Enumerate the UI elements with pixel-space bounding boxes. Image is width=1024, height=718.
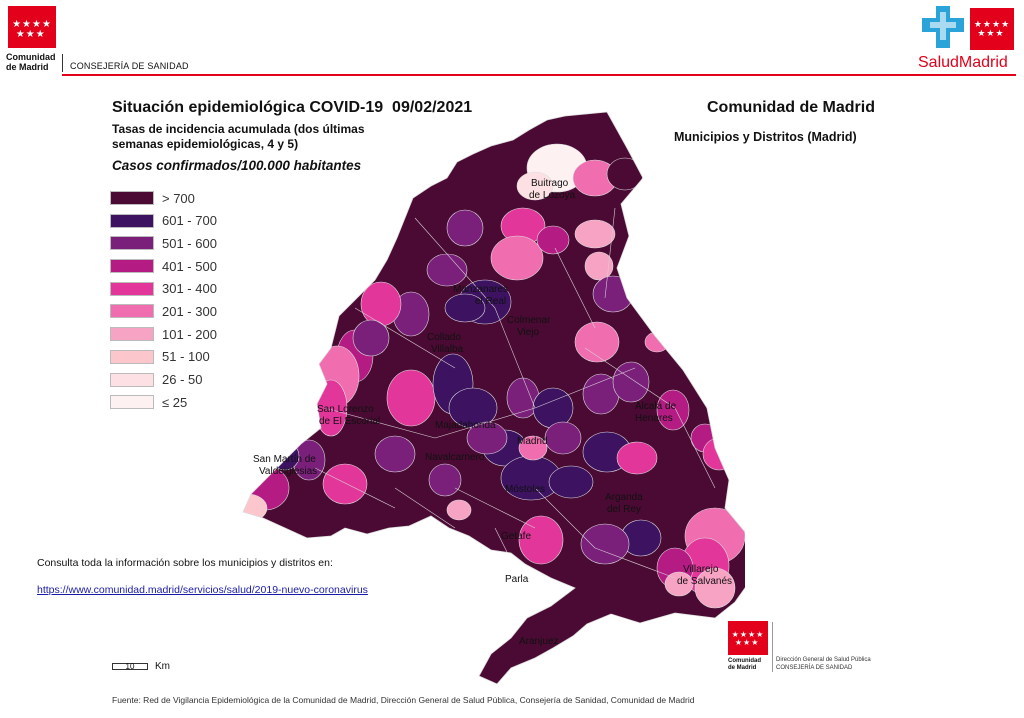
info-text: Consulta toda la información sobre los municipios y distritos en: bbox=[37, 557, 333, 569]
salud-flag: ★★★★ ★★★ bbox=[970, 8, 1014, 50]
municipality-shape bbox=[323, 464, 367, 504]
legend-swatch bbox=[110, 395, 154, 409]
map-place-label: del Rey bbox=[607, 504, 641, 515]
footer-org-name bbox=[728, 658, 761, 672]
legend-label: 301 - 400 bbox=[162, 281, 217, 297]
municipality-shape bbox=[491, 236, 543, 280]
source-note: Fuente: Red de Vigilancia Epidemiológica de la Comunidad de Madrid, Dirección General de Salud Pública, Consejería de Sanidad, Comunidad de Madrid bbox=[112, 695, 695, 705]
legend-swatch bbox=[110, 191, 154, 205]
map-place-label: Henares bbox=[635, 413, 673, 424]
scale-value: 10 bbox=[125, 662, 135, 671]
org-name bbox=[6, 52, 56, 72]
municipality-shape bbox=[593, 276, 633, 312]
map-place-label: de Lozoya bbox=[529, 190, 576, 201]
legend bbox=[110, 188, 217, 415]
map-place-label: de El Escorial bbox=[319, 416, 381, 427]
map-place-label: Villarejo bbox=[683, 564, 719, 575]
legend-label: 51 - 100 bbox=[162, 349, 210, 365]
legend-swatch bbox=[110, 327, 154, 341]
municipality-shape bbox=[703, 438, 735, 470]
legend-label: 401 - 500 bbox=[162, 258, 217, 274]
region-subtitle: Municipios y Distritos (Madrid) bbox=[674, 130, 857, 144]
footer-divider bbox=[772, 622, 773, 672]
map-place-label: Getafe bbox=[501, 531, 532, 542]
footer-dept-line: Dirección General de Salud Pública bbox=[776, 657, 871, 663]
footer-flag: ★★★★ ★★★ bbox=[728, 621, 768, 655]
legend-label: 26 - 50 bbox=[162, 372, 203, 387]
municipality-shape bbox=[607, 158, 643, 190]
footer-org-line-1: Comunidad bbox=[728, 658, 761, 664]
map-place-label: Móstoles bbox=[505, 484, 546, 495]
municipality-shape bbox=[361, 282, 401, 326]
map-title: Situación epidemiológica COVID-19 09/02/2021 bbox=[112, 99, 473, 116]
map-place-label: de Salvanés bbox=[677, 576, 733, 587]
legend-swatch bbox=[110, 373, 154, 387]
stars-icon: ★★★★ ★★★ bbox=[12, 19, 52, 40]
footer-consejeria-line: CONSEJERÍA DE SANIDAD bbox=[776, 665, 853, 671]
map-place-label: Alcalá de bbox=[635, 401, 677, 412]
map-place-label: Majadahonda bbox=[435, 420, 496, 431]
footer-org-line-2: de Madrid bbox=[728, 665, 757, 671]
municipality-shape bbox=[545, 422, 581, 454]
units-label: Casos confirmados/100.000 habitantes bbox=[112, 158, 362, 173]
legend-item bbox=[110, 347, 217, 367]
legend-label: 601 - 700 bbox=[162, 213, 217, 229]
map-place-label: Viejo bbox=[517, 327, 540, 338]
salud-madrid-text: SaludMadrid bbox=[918, 54, 1008, 71]
municipality-shape bbox=[447, 210, 483, 246]
legend-label: 501 - 600 bbox=[162, 235, 217, 251]
legend-swatch bbox=[110, 350, 154, 364]
municipality-shape bbox=[617, 442, 657, 474]
municipality-shape bbox=[387, 370, 435, 426]
legend-label: ≤ 25 bbox=[162, 394, 188, 410]
legend-item bbox=[110, 324, 217, 344]
map-place-label: Madrid bbox=[517, 436, 548, 447]
legend-item bbox=[110, 279, 217, 299]
municipality-shape bbox=[447, 500, 471, 520]
legend-swatch bbox=[110, 259, 154, 273]
legend-label: 101 - 200 bbox=[162, 326, 217, 342]
map-place-label: Villalba bbox=[431, 344, 464, 355]
scale-unit: Km bbox=[155, 661, 170, 672]
choropleth-map bbox=[235, 108, 745, 688]
subtitle-line-1: Tasas de incidencia acumulada (dos últimas bbox=[112, 122, 365, 136]
info-link[interactable]: https://www.comunidad.madrid/servicios/salud/2019-nuevo-coronavirus bbox=[37, 584, 368, 596]
legend-item bbox=[110, 256, 217, 276]
map-place-label: Buitrago bbox=[531, 178, 569, 189]
legend-swatch bbox=[110, 282, 154, 296]
legend-swatch bbox=[110, 304, 154, 318]
comunidad-madrid-flag bbox=[8, 6, 56, 48]
municipality-shape bbox=[375, 436, 415, 472]
municipality-shape bbox=[537, 226, 569, 254]
legend-item bbox=[110, 211, 217, 231]
footer-dept bbox=[776, 656, 871, 672]
municipality-shape bbox=[613, 362, 649, 402]
map-place-label: San Martín de bbox=[253, 454, 316, 465]
header-line bbox=[62, 74, 1016, 76]
subtitle-line-2: semanas epidemiológicas, 4 y 5) bbox=[112, 137, 299, 151]
legend-label: > 700 bbox=[162, 190, 195, 206]
scale-bar bbox=[112, 663, 148, 670]
header-divider bbox=[62, 54, 63, 72]
legend-swatch bbox=[110, 214, 154, 228]
legend-item bbox=[110, 392, 217, 412]
department-label: CONSEJERÍA DE SANIDAD bbox=[70, 61, 189, 71]
map-place-label: el Real bbox=[475, 296, 507, 307]
legend-item bbox=[110, 370, 217, 390]
legend-item bbox=[110, 233, 217, 253]
municipality-shape bbox=[429, 464, 461, 496]
municipality-shape bbox=[533, 388, 573, 428]
org-line-1: Comunidad bbox=[6, 52, 56, 62]
map-place-label: Parla bbox=[505, 574, 529, 585]
map-place-label: Colmenar bbox=[507, 315, 551, 326]
map-place-label: Collado bbox=[427, 332, 461, 343]
org-line-2: de Madrid bbox=[6, 62, 49, 72]
map-place-label: Valdeiglesias bbox=[259, 466, 318, 477]
legend-label: 201 - 300 bbox=[162, 303, 217, 319]
legend-item bbox=[110, 188, 217, 208]
map-place-label: Aranjuez bbox=[519, 636, 559, 647]
map-place-label: Navalcarnero bbox=[425, 452, 485, 463]
salud-madrid-logo bbox=[918, 4, 1018, 74]
legend-item bbox=[110, 301, 217, 321]
municipality-shape bbox=[549, 466, 593, 498]
salud-cross-icon bbox=[918, 4, 970, 52]
map-place-label: Manzanares bbox=[453, 284, 509, 295]
legend-swatch bbox=[110, 236, 154, 250]
map-place-label: Arganda bbox=[605, 492, 643, 503]
region-title: Comunidad de Madrid bbox=[707, 99, 875, 116]
map-place-label: San Lorenzo bbox=[317, 404, 374, 415]
municipality-shape bbox=[575, 220, 615, 248]
